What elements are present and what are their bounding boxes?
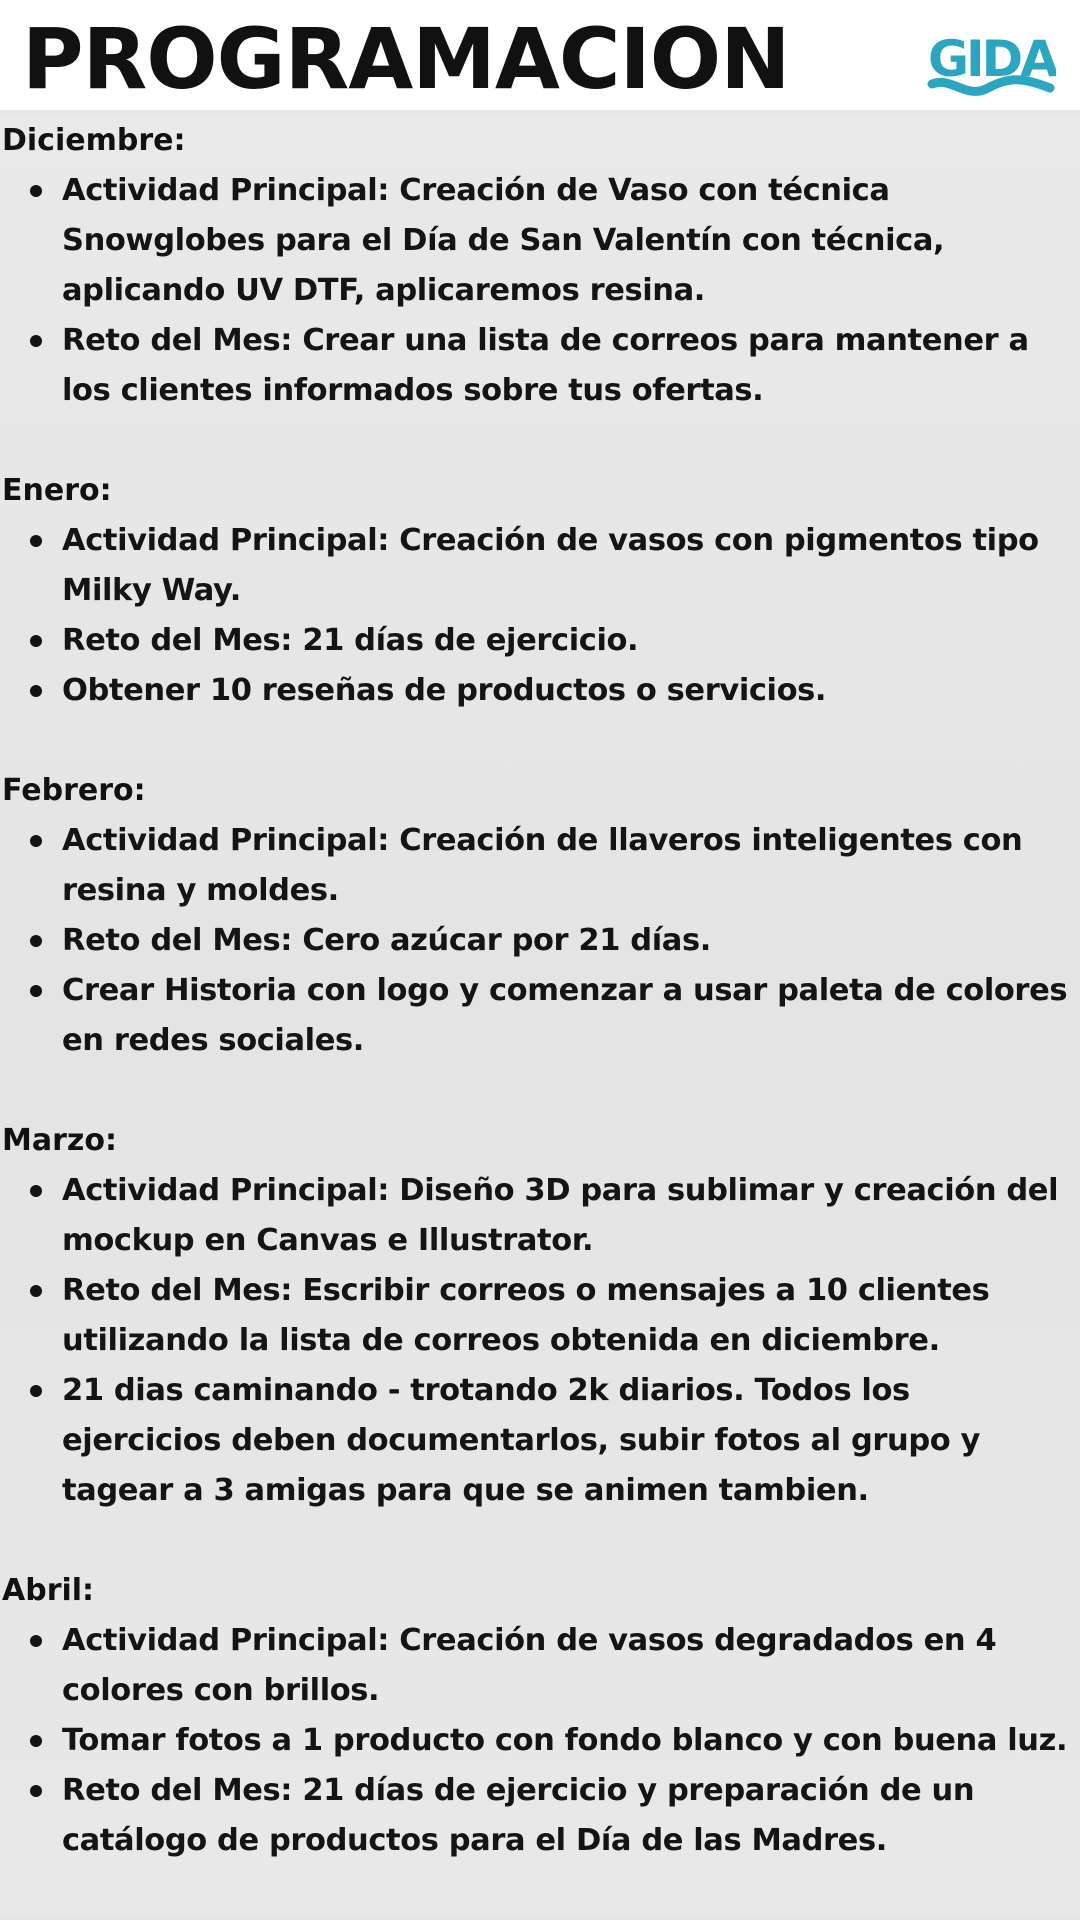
bullet-icon (30, 1635, 42, 1647)
item-text: Reto del Mes: Crear una lista de correos para mantener a los clientes informados sobre tus ofertas. (62, 323, 1029, 408)
content-area (0, 116, 1080, 1916)
item-text: Reto del Mes: Escribir correos o mensajes a 10 clientes utilizando la lista de correos obtenida en diciembre. (62, 1273, 990, 1358)
section-abril (0, 1566, 1080, 1866)
gida-logo-graphic (926, 18, 1056, 110)
section-enero (0, 466, 1080, 716)
month-sections (0, 116, 1080, 1916)
list-item (0, 1166, 1080, 1266)
bullet-icon (30, 1785, 42, 1797)
bullet-icon (30, 1735, 42, 1747)
bullet-icon (30, 835, 42, 847)
item-text: Tomar fotos a 1 producto con fondo blanco y con buena luz. (62, 1723, 1068, 1758)
bullet-icon (30, 185, 42, 197)
list-item (0, 816, 1080, 916)
list-item (0, 1366, 1080, 1516)
item-text: Actividad Principal: Creación de llaveros inteligentes con resina y moldes. (62, 823, 1023, 908)
list-item (0, 616, 1080, 666)
item-text: Obtener 10 reseñas de productos o servicios. (62, 673, 827, 708)
item-text: Reto del Mes: 21 días de ejercicio. (62, 623, 639, 658)
list-item (0, 316, 1080, 416)
logo-text: GIDA (928, 30, 1056, 88)
item-list (0, 166, 1080, 416)
gida-logo (926, 18, 1056, 110)
bullet-icon (30, 335, 42, 347)
logo-wave-icon (932, 80, 1050, 92)
section-febrero (0, 766, 1080, 1066)
item-text: Actividad Principal: Diseño 3D para sublimar y creación del mockup en Canvas e Illustrator. (62, 1173, 1059, 1258)
item-text: Actividad Principal: Creación de vasos degradados en 4 colores con brillos. (62, 1623, 997, 1708)
bullet-icon (30, 635, 42, 647)
item-text: Reto del Mes: Cero azúcar por 21 días. (62, 923, 711, 958)
item-text: Reto del Mes: 21 días de ejercicio y preparación de un catálogo de productos para el Día de las Madres. (62, 1773, 975, 1858)
item-list (0, 816, 1080, 1066)
month-heading: Marzo: (2, 1123, 117, 1158)
bullet-icon (30, 685, 42, 697)
item-text: Crear Historia con logo y comenzar a usar paleta de colores en redes sociales. (62, 973, 1068, 1058)
month-heading: Abril: (2, 1573, 95, 1608)
item-text: 21 dias caminando - trotando 2k diarios. Todos los ejercicios deben documentarlos, subir fotos al grupo y tagear a 3 amigas para que se animen tambien. (62, 1373, 981, 1508)
list-item (0, 666, 1080, 716)
bullet-icon (30, 1285, 42, 1297)
bullet-icon (30, 985, 42, 997)
bullet-icon (30, 1385, 42, 1397)
month-heading: Diciembre: (2, 123, 186, 158)
bullet-icon (30, 935, 42, 947)
header (0, 0, 1080, 110)
list-item (0, 516, 1080, 616)
list-item (0, 1266, 1080, 1366)
item-text: Actividad Principal: Creación de Vaso con técnica Snowglobes para el Día de San Valentín con técnica, aplicando UV DTF, aplicaremos resina. (62, 173, 945, 308)
bullet-icon (30, 1185, 42, 1197)
bullet-icon (30, 535, 42, 547)
page-title: PROGRAMACION (22, 10, 790, 108)
section-diciembre (0, 116, 1080, 416)
item-list (0, 1166, 1080, 1516)
list-item (0, 166, 1080, 316)
section-marzo (0, 1116, 1080, 1516)
list-item (0, 1616, 1080, 1716)
month-heading: Enero: (2, 473, 112, 508)
list-item (0, 1766, 1080, 1866)
month-heading: Febrero: (2, 773, 146, 808)
list-item (0, 1716, 1080, 1766)
list-item (0, 966, 1080, 1066)
item-list (0, 516, 1080, 716)
list-item (0, 916, 1080, 966)
item-list (0, 1616, 1080, 1866)
item-text: Actividad Principal: Creación de vasos con pigmentos tipo Milky Way. (62, 523, 1039, 608)
